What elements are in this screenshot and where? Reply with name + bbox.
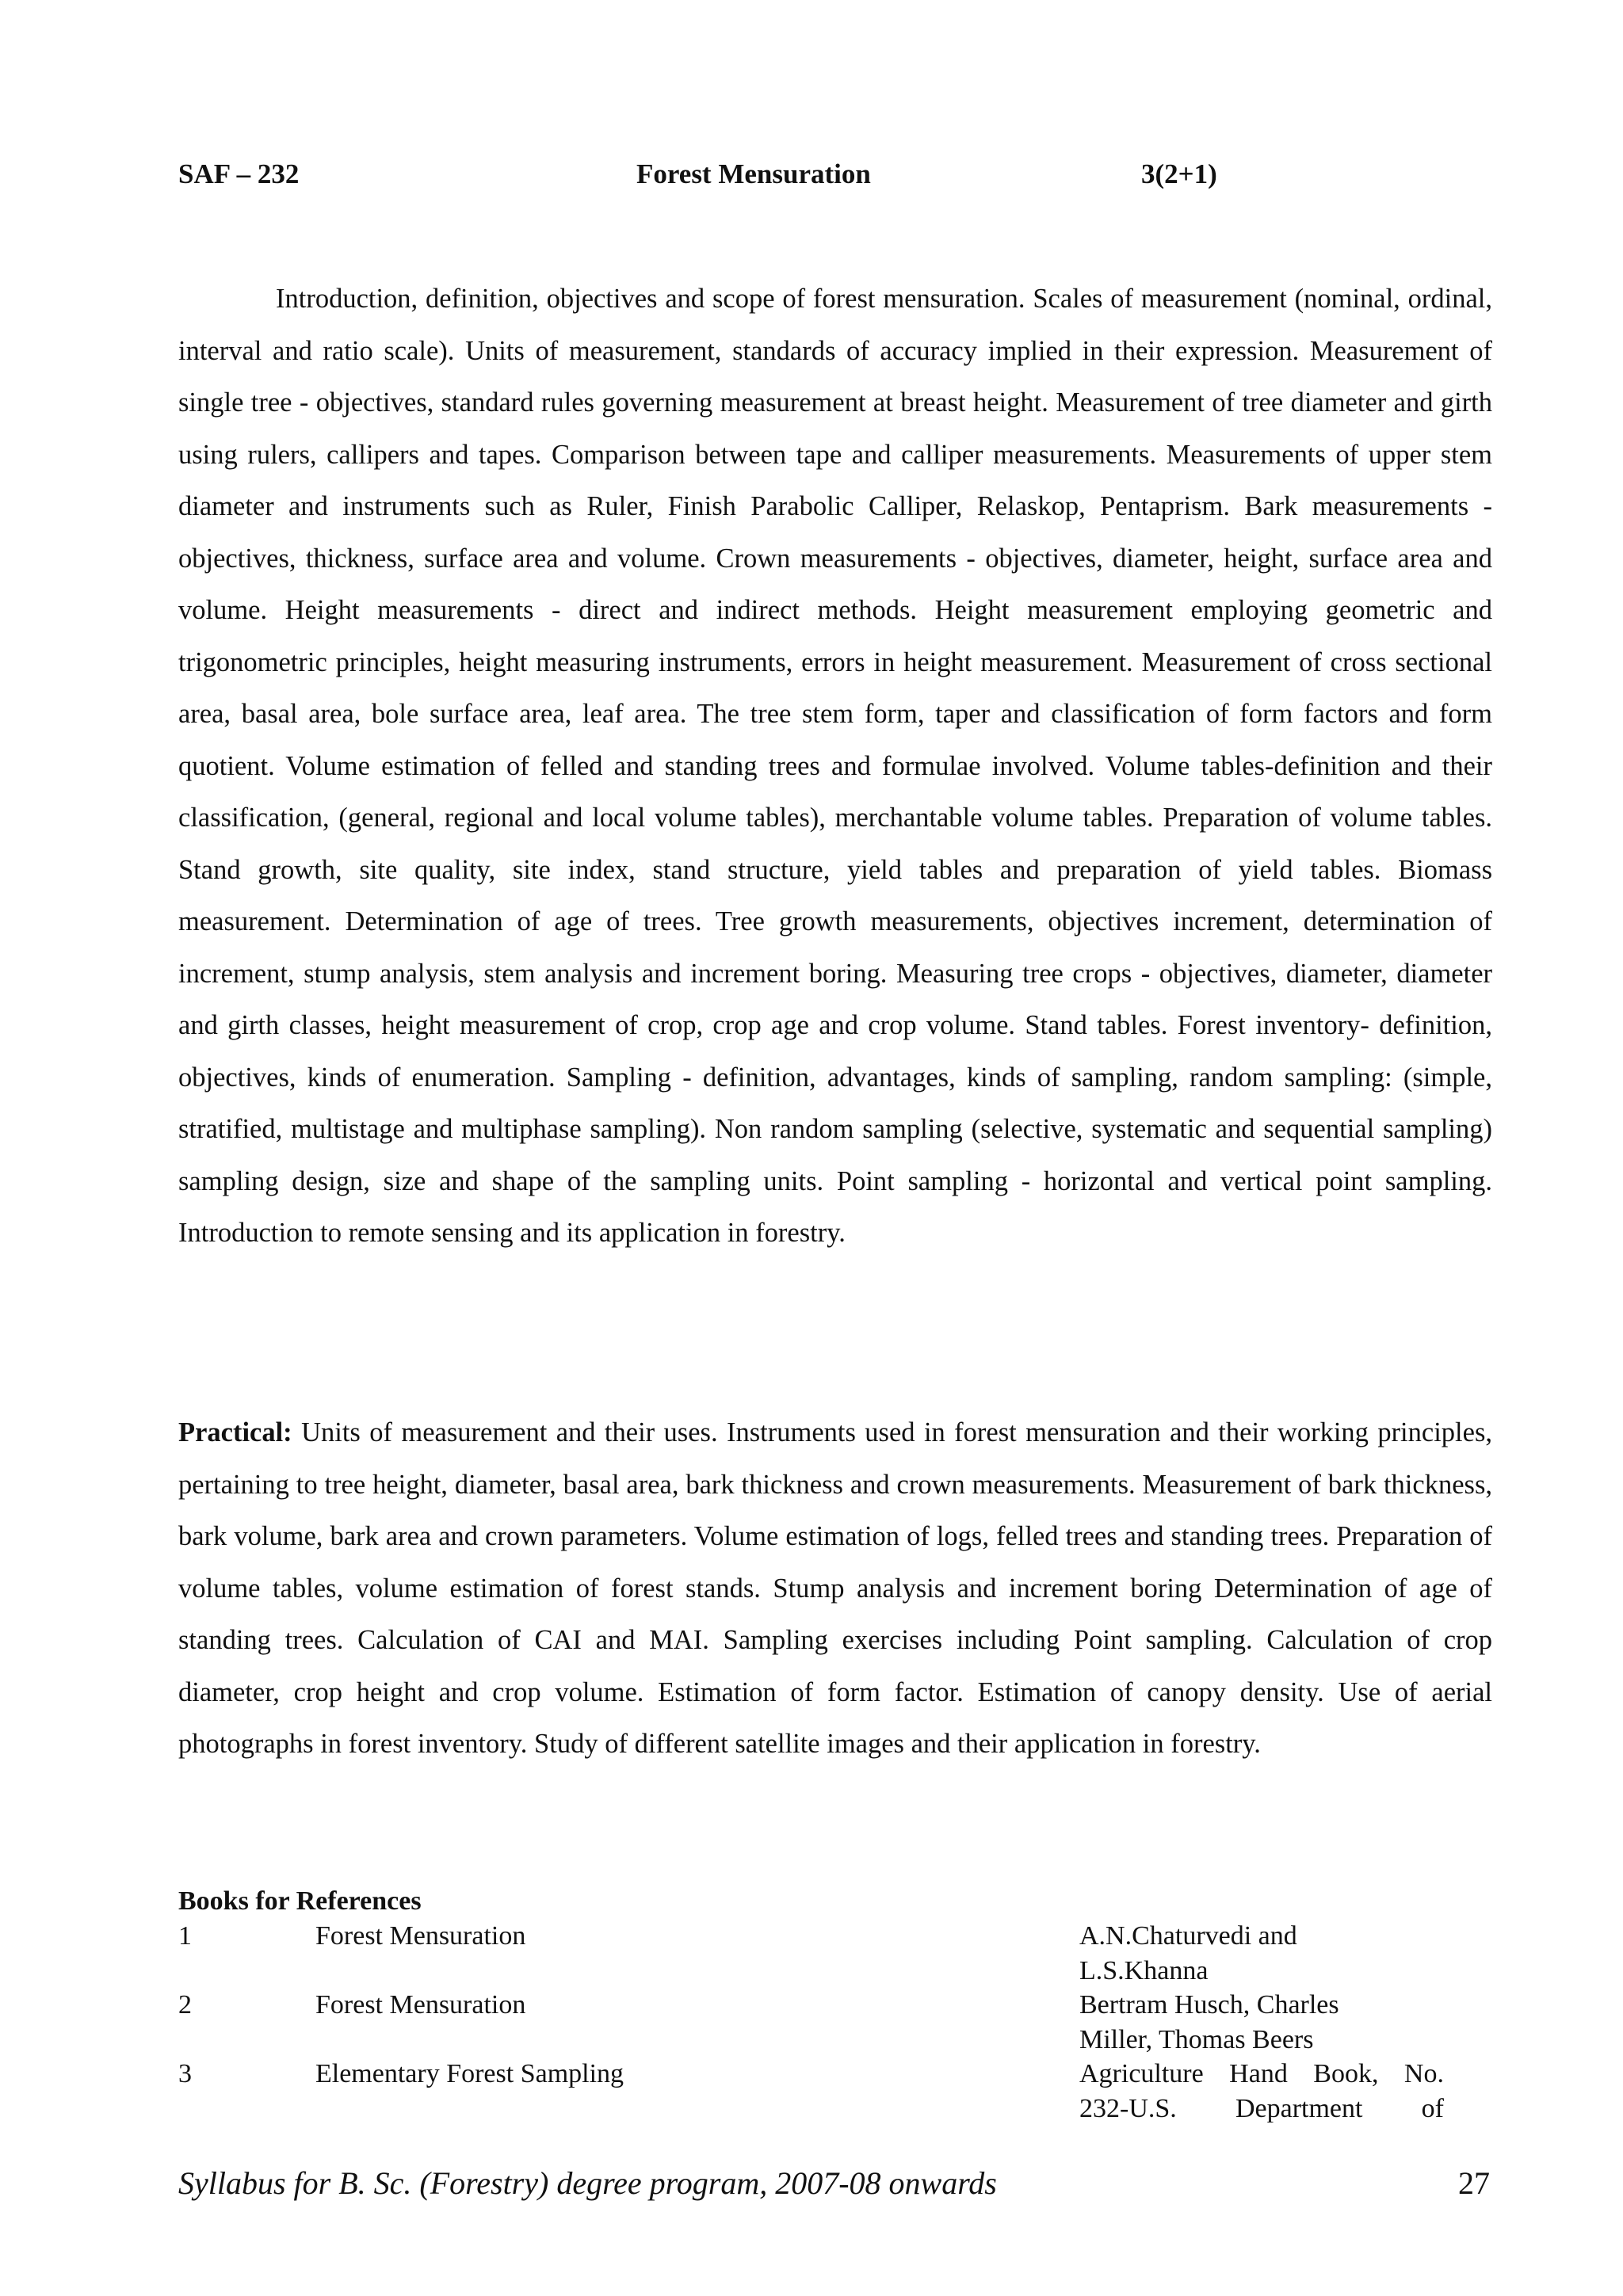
reference-title: Forest Mensuration — [315, 1990, 526, 2019]
practical-paragraph — [178, 1407, 1492, 1771]
course-title: Forest Mensuration — [636, 158, 871, 189]
practical-label: Practical: — [178, 1417, 292, 1447]
reference-author — [1079, 1988, 1444, 2057]
course-header — [178, 158, 1494, 198]
course-code: SAF – 232 — [178, 158, 300, 189]
reference-item — [178, 1919, 1446, 1988]
reference-item — [178, 1988, 1446, 2057]
reference-author-line: L.S.Khanna — [1079, 1955, 1209, 1985]
reference-title: Forest Mensuration — [315, 1921, 526, 1951]
reference-title: Elementary Forest Sampling — [315, 2059, 624, 2088]
reference-number: 3 — [178, 2059, 192, 2088]
course-credits: 3(2+1) — [1141, 158, 1217, 189]
references-list — [178, 1919, 1446, 2126]
reference-author — [1079, 1919, 1444, 1988]
page-number: 27 — [1458, 2165, 1490, 2201]
reference-author-line: Miller, Thomas Beers — [1079, 2024, 1314, 2054]
page-footer — [178, 2164, 1490, 2204]
reference-author-line: 232-U.S. Department of — [1079, 2093, 1444, 2123]
references-heading: Books for References — [178, 1886, 422, 1916]
reference-author-line: Bertram Husch, Charles — [1079, 1990, 1339, 2019]
practical-text: Units of measurement and their uses. Instruments used in forest mensuration and their working principles, pertaining to tree height, diameter, basal area, bark thickness and crown measurements. Measurement of bark thickness, bark volume, bark area and crown parameters. Volume estimation of logs, felled trees and standing trees. Preparation of volume tables, volume estimation of forest stands. Stump analysis and increment boring Determination of age of standing trees. Calculation of CAI and MAI. Sampling exercises including Point sampling. Calculation of crop diameter, crop height and crop volume. Estimation of form factor. Estimation of canopy density. Use of aerial photographs in forest inventory. Study of different satellite images and their application in forestry. — [178, 1417, 1492, 1759]
reference-item — [178, 2057, 1446, 2126]
theory-paragraph: Introduction, definition, objectives and scope of forest mensuration. Scales of measurement (nominal, ordinal, interval and ratio scale). Units of measurement, standards of accuracy implied in their expression. Measurement of single tree - objectives, standard rules governing measurement at breast height. Measurement of tree diameter and girth using rulers, callipers and tapes. Comparison between tape and calliper measurements. Measurements of upper stem diameter and instruments such as Ruler, Finish Parabolic Calliper, Relaskop, Pentaprism. Bark measurements - objectives, thickness, surface area and volume. Crown measurements - objectives, diameter, height, surface area and volume. Height measurements - direct and indirect methods. Height measurement employing geometric and trigonometric principles, height measuring instruments, errors in height measurement. Measurement of cross sectional area, basal area, bole surface area, leaf area. The tree stem form, taper and classification of form factors and form quotient. Volume estimation of felled and standing trees and formulae involved. Volume tables-definition and their classification, (general, regional and local volume tables), merchantable volume tables. Preparation of volume tables. Stand growth, site quality, site index, stand structure, yield tables and preparation of yield tables. Biomass measurement. Determination of age of trees. Tree growth measurements, objectives increment, determination of increment, stump analysis, stem analysis and increment boring. Measuring tree crops - objectives, diameter, diameter and girth classes, height measurement of crop, crop age and crop volume. Stand tables. Forest inventory- definition, objectives, kinds of enumeration. Sampling - definition, advantages, kinds of sampling, random sampling: (simple, stratified, multistage and multiphase sampling). Non random sampling (selective, systematic and sequential sampling) sampling design, size and shape of the sampling units. Point sampling - horizontal and vertical point sampling. Introduction to remote sensing and its application in forestry. — [178, 284, 1492, 1248]
reference-author — [1079, 2057, 1444, 2126]
footer-syllabus-title: Syllabus for B. Sc. (Forestry) degree program, 2007-08 onwards — [178, 2165, 997, 2201]
reference-author-line: A.N.Chaturvedi and — [1079, 1921, 1297, 1951]
reference-author-line: Agriculture Hand Book, No. — [1079, 2059, 1444, 2088]
reference-number: 2 — [178, 1990, 192, 2019]
reference-number: 1 — [178, 1921, 192, 1951]
